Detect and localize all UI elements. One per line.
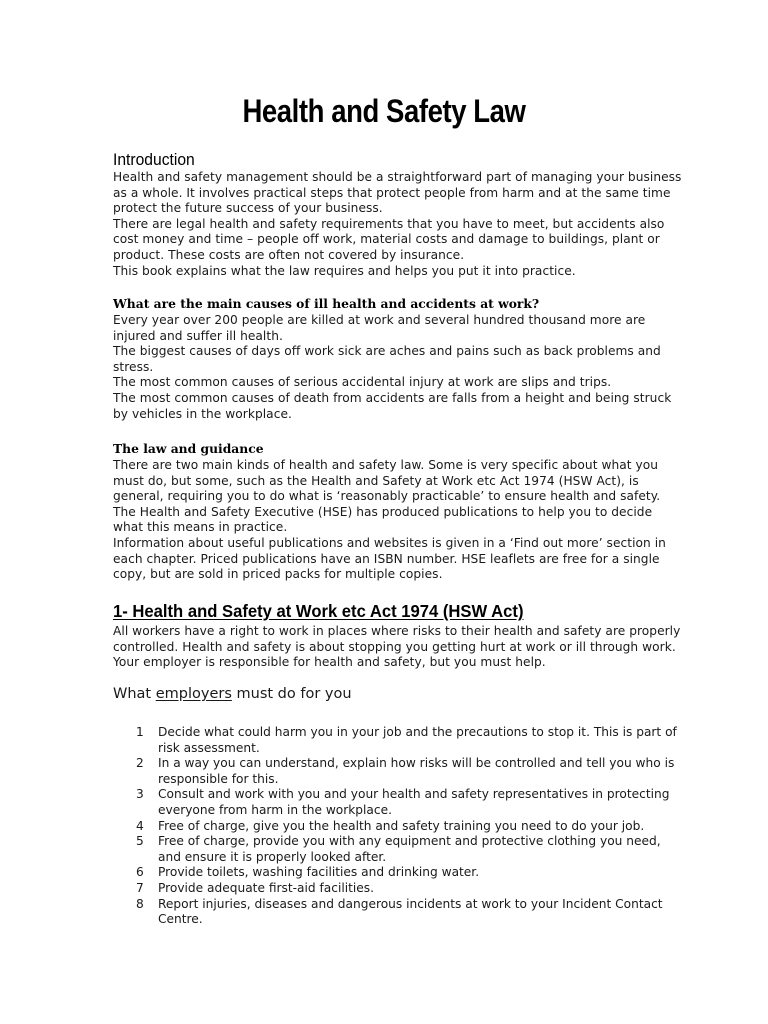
employers-heading-post: must do for you [231, 686, 352, 702]
text-line: stress. [113, 359, 154, 374]
causes-paragraph [113, 313, 713, 422]
list-item-text: Provide adequate first-aid facilities. [158, 880, 375, 895]
causes-heading: What are the main causes of ill health and accidents at work? [113, 296, 540, 311]
list-item-text: and ensure it is properly looked after. [158, 849, 387, 864]
list-item-text: Decide what could harm you in your job and the precautions to stop it. This is part of [158, 725, 677, 739]
list-item-text: Report injuries, diseases and dangerous incidents at work to your Incident Contact [158, 896, 663, 911]
introduction-paragraph [113, 170, 713, 279]
list-item [130, 819, 710, 835]
text-line: The Health and Safety Executive (HSE) has produced publications to help you to decide [113, 504, 653, 519]
text-line: Information about useful publications and websites is given in a ‘Find out more’ section in [113, 535, 666, 550]
text-line: injured and suffer ill health. [113, 328, 283, 343]
text-line: general, requiring you to do what is ‘reasonably practicable’ to ensure health and safety. [113, 489, 661, 504]
text-line: All workers have a right to work in places where risks to their health and safety are properly [113, 624, 681, 638]
list-item-text: In a way you can understand, explain how risks will be controlled and tell you who is [158, 756, 675, 771]
list-item-text: risk assessment. [158, 740, 260, 755]
text-line: controlled. Health and safety is about stopping you getting hurt at work or ill through work. [113, 639, 676, 654]
text-line: by vehicles in the workplace. [113, 406, 292, 421]
list-item-number: 3 [136, 787, 144, 802]
list-item-number: 7 [136, 880, 144, 895]
list-item [130, 725, 710, 756]
text-line: must do, but some, such as the Health and Safety at Work etc Act 1974 (HSW Act), is [113, 473, 639, 488]
section-1-paragraph [113, 624, 713, 671]
text-line: product. These costs are often not covered by insurance. [113, 247, 465, 262]
list-item-number: 6 [136, 865, 144, 880]
page-title: Health and Safety Law [242, 93, 526, 129]
text-line: what this means in practice. [113, 520, 288, 535]
list-item [130, 787, 710, 818]
text-line: There are legal health and safety requirements that you have to meet, but accidents also [113, 216, 665, 231]
text-line: This book explains what the law requires and helps you put it into practice. [113, 263, 576, 278]
text-line: There are two main kinds of health and safety law. Some is very specific about what you [113, 458, 659, 472]
law-paragraph [113, 458, 713, 583]
list-item-number: 5 [136, 834, 144, 849]
text-line: as a whole. It involves practical steps that protect people from harm and at the same time [113, 185, 671, 200]
text-line: The most common causes of serious accidental injury at work are slips and trips. [113, 375, 612, 390]
employers-duties-list [130, 725, 710, 928]
employers-heading-underlined: employers [155, 686, 232, 702]
employers-heading-pre: What [113, 686, 156, 702]
list-item-text: Free of charge, give you the health and safety training you need to do your job. [158, 818, 645, 833]
list-item [130, 881, 710, 897]
text-line: protect the future success of your business. [113, 201, 383, 216]
list-item-text: responsible for this. [158, 771, 279, 786]
list-item-text: Free of charge, provide you with any equipment and protective clothing you need, [158, 834, 661, 849]
law-heading: The law and guidance [113, 441, 264, 456]
list-item [130, 897, 710, 928]
list-item-text: Provide toilets, washing facilities and drinking water. [158, 865, 480, 880]
list-item [130, 834, 710, 865]
section-1-heading: 1- Health and Safety at Work etc Act 1974 (HSW Act) [113, 601, 524, 621]
list-item-number: 2 [136, 756, 144, 771]
list-item [130, 756, 710, 787]
text-line: copy, but are sold in priced packs for multiple copies. [113, 567, 443, 582]
list-item [130, 865, 710, 881]
text-line: Your employer is responsible for health and safety, but you must help. [113, 655, 546, 670]
text-line: The most common causes of death from accidents are falls from a height and being struck [113, 390, 672, 405]
list-item-text: everyone from harm in the workplace. [158, 802, 392, 817]
text-line: cost money and time – people off work, material costs and damage to buildings, plant or [113, 232, 660, 247]
introduction-heading: Introduction [113, 150, 195, 169]
list-item-number: 1 [136, 725, 144, 739]
list-item-number: 4 [136, 818, 144, 833]
text-line: each chapter. Priced publications have an ISBN number. HSE leaflets are free for a single [113, 551, 660, 566]
employers-heading [113, 686, 713, 702]
list-item-number: 8 [136, 896, 144, 911]
list-item-text: Consult and work with you and your health and safety representatives in protecting [158, 787, 670, 802]
text-line: Health and safety management should be a straightforward part of managing your business [113, 170, 682, 184]
text-line: The biggest causes of days off work sick are aches and pains such as back problems and [113, 344, 661, 359]
list-item-text: Centre. [158, 912, 203, 927]
text-line: Every year over 200 people are killed at work and several hundred thousand more are [113, 313, 646, 327]
